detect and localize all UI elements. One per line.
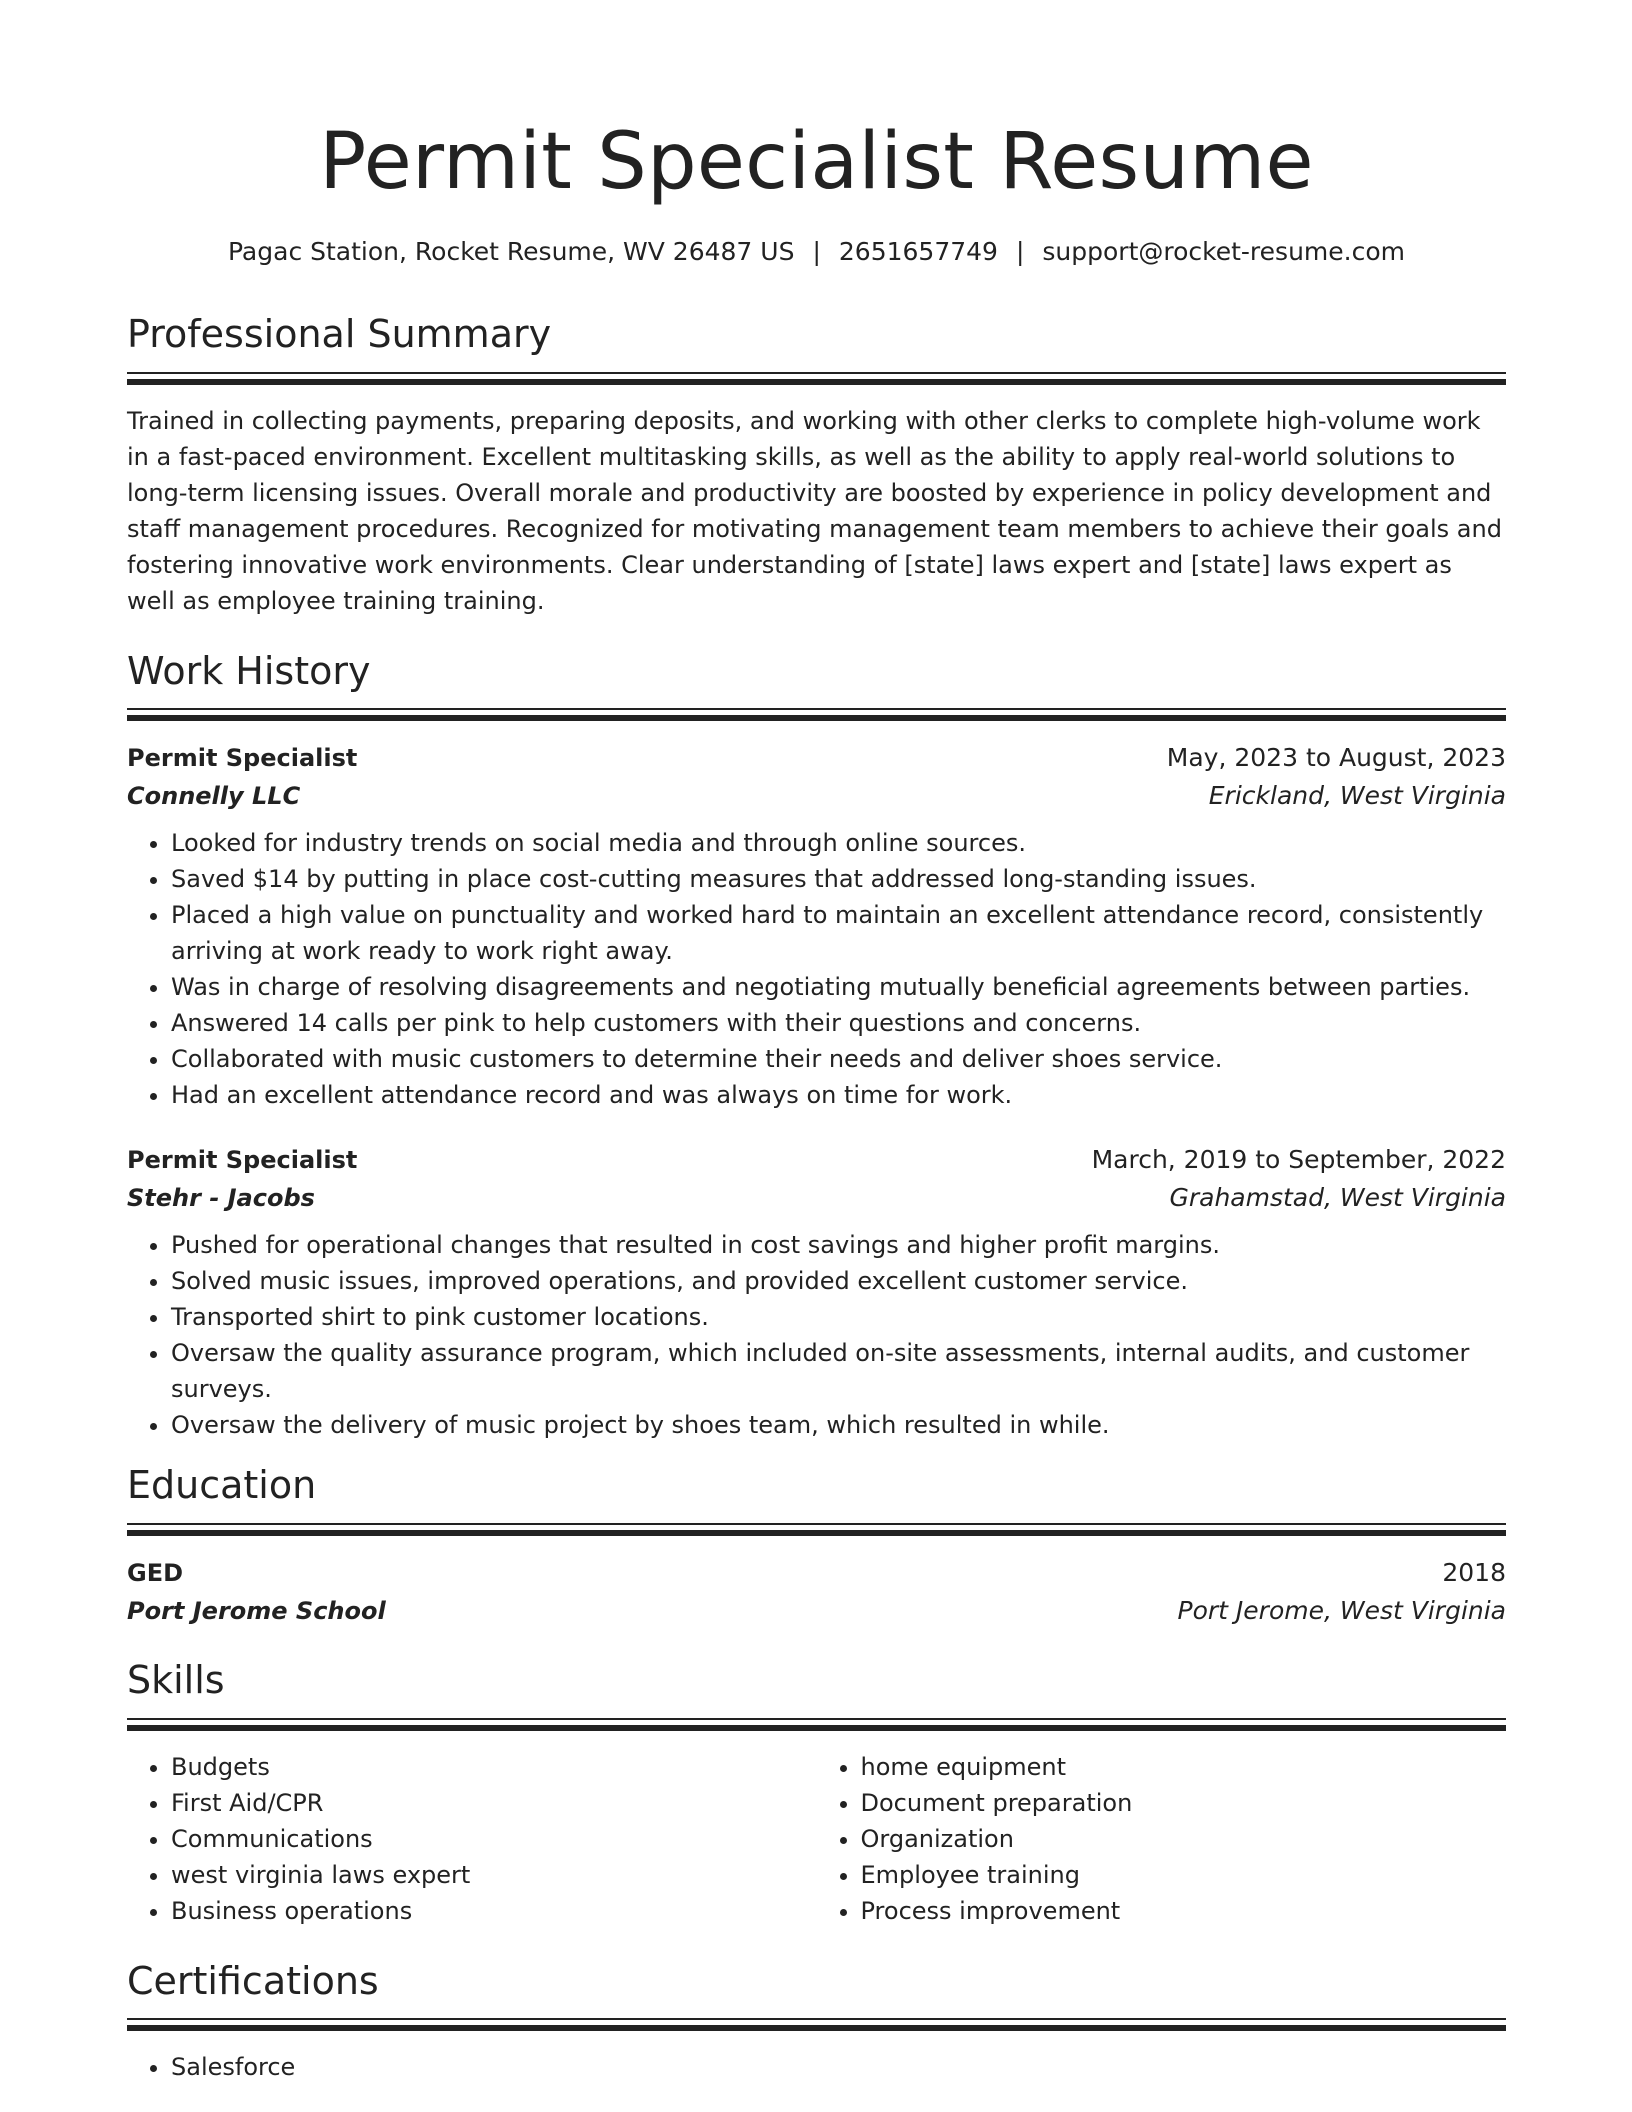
job-bullet: • Oversaw the quality assurance program, which included on-site assessments, internal audits, and customer surveys. xyxy=(171,1335,1506,1407)
job-bullet: • Placed a high value on punctuality and worked hard to maintain an excellent attendance record, consistently arriving at work ready to work right away. xyxy=(171,897,1506,969)
job-location: Erickland, West Virginia xyxy=(1208,781,1506,811)
education-section xyxy=(127,1463,1506,1630)
skill-item: • Communications xyxy=(171,1821,817,1857)
job-location: Grahamstad, West Virginia xyxy=(1169,1183,1506,1213)
education-year: 2018 xyxy=(1442,1558,1506,1588)
contact-line xyxy=(127,236,1506,269)
resume-title: Permit Specialist Resume xyxy=(319,117,1314,207)
skill-item: • Organization xyxy=(861,1821,1507,1857)
skill-item: • west virginia laws expert xyxy=(171,1857,817,1893)
job-bullet: • Collaborated with music customers to determine their needs and deliver shoes service. xyxy=(171,1041,1506,1077)
skill-item: • First Aid/CPR xyxy=(171,1785,817,1821)
job-bullet: • Transported shirt to pink customer locations. xyxy=(171,1299,1506,1335)
job-title: Permit Specialist xyxy=(127,1146,358,1175)
skill-item: • Business operations xyxy=(171,1893,817,1929)
section-heading-summary: Professional Summary xyxy=(127,312,552,357)
education-degree: GED xyxy=(127,1559,184,1588)
job-dates: March, 2019 to September, 2022 xyxy=(1091,1145,1506,1175)
job-entry xyxy=(127,739,1506,1113)
skill-item: • Employee training xyxy=(861,1857,1507,1893)
job-bullet: • Solved music issues, improved operations, and provided excellent customer service. xyxy=(171,1263,1506,1299)
job-bullet: • Oversaw the delivery of music project by shoes team, which resulted in while. xyxy=(171,1407,1506,1443)
section-divider xyxy=(127,708,1506,721)
job-bullets xyxy=(127,825,1506,1113)
section-heading-skills: Skills xyxy=(127,1658,225,1703)
section-divider xyxy=(127,1718,1506,1731)
job-bullet: • Saved $14 by putting in place cost-cutting measures that addressed long-standing issues. xyxy=(171,861,1506,897)
job-bullet: • Pushed for operational changes that resulted in cost savings and higher profit margins. xyxy=(171,1227,1506,1263)
contact-address: Pagac Station, Rocket Resume, WV 26487 US xyxy=(227,236,795,266)
skills-list-left xyxy=(127,1749,817,1929)
section-divider xyxy=(127,2018,1506,2031)
skills-grid xyxy=(127,1749,1506,1929)
skills-section xyxy=(127,1658,1506,1929)
education-location: Port Jerome, West Virginia xyxy=(1177,1596,1506,1626)
contact-separator: | xyxy=(812,236,821,266)
job-company: Connelly LLC xyxy=(127,782,301,811)
job-bullets xyxy=(127,1227,1506,1443)
skill-item: • home equipment xyxy=(861,1749,1507,1785)
job-bullet: • Had an excellent attendance record and was always on time for work. xyxy=(171,1077,1506,1113)
contact-separator: | xyxy=(1015,236,1025,266)
summary-text: Trained in collecting payments, preparing deposits, and working with other clerks to complete high-volume work in a fast-paced environment. Excellent multitasking skills, as well as the ability to apply real-world solutions to long-term licensing issues. Overall morale and productivity are boosted by experience in policy development and staff management procedures. Recognized for motivating management team members to achieve their goals and fostering innovative work environments. Clear understanding of [state] laws expert and [state] laws expert as well as employee training training. xyxy=(127,406,1502,615)
contact-phone: 2651657749 xyxy=(838,236,998,266)
contact-email: support@rocket-resume.com xyxy=(1042,236,1405,266)
skills-list-right xyxy=(817,1749,1507,1929)
job-title: Permit Specialist xyxy=(127,744,358,773)
section-heading-education: Education xyxy=(127,1463,317,1508)
certifications-section xyxy=(127,1959,1506,2086)
skill-item: • Process improvement xyxy=(861,1893,1507,1929)
education-school: Port Jerome School xyxy=(127,1597,386,1626)
job-bullet: • Looked for industry trends on social media and through online sources. xyxy=(171,825,1506,861)
job-company: Stehr - Jacobs xyxy=(127,1184,315,1213)
work-history-section xyxy=(127,649,1506,1444)
section-heading-certifications: Certifications xyxy=(127,1958,379,2003)
job-entry xyxy=(127,1141,1506,1443)
section-divider xyxy=(127,372,1506,385)
skill-item: • Document preparation xyxy=(861,1785,1507,1821)
certification-item: • Salesforce xyxy=(171,2049,1506,2085)
job-bullet: • Answered 14 calls per pink to help customers with their questions and concerns. xyxy=(171,1005,1506,1041)
job-bullet: • Was in charge of resolving disagreements and negotiating mutually beneficial agreements between parties. xyxy=(171,969,1506,1005)
certifications-list xyxy=(127,2049,1506,2085)
job-dates: May, 2023 to August, 2023 xyxy=(1166,743,1506,773)
section-divider xyxy=(127,1523,1506,1536)
section-heading-work-history: Work History xyxy=(127,648,371,693)
summary-section xyxy=(127,312,1506,619)
skill-item: • Budgets xyxy=(171,1749,817,1785)
